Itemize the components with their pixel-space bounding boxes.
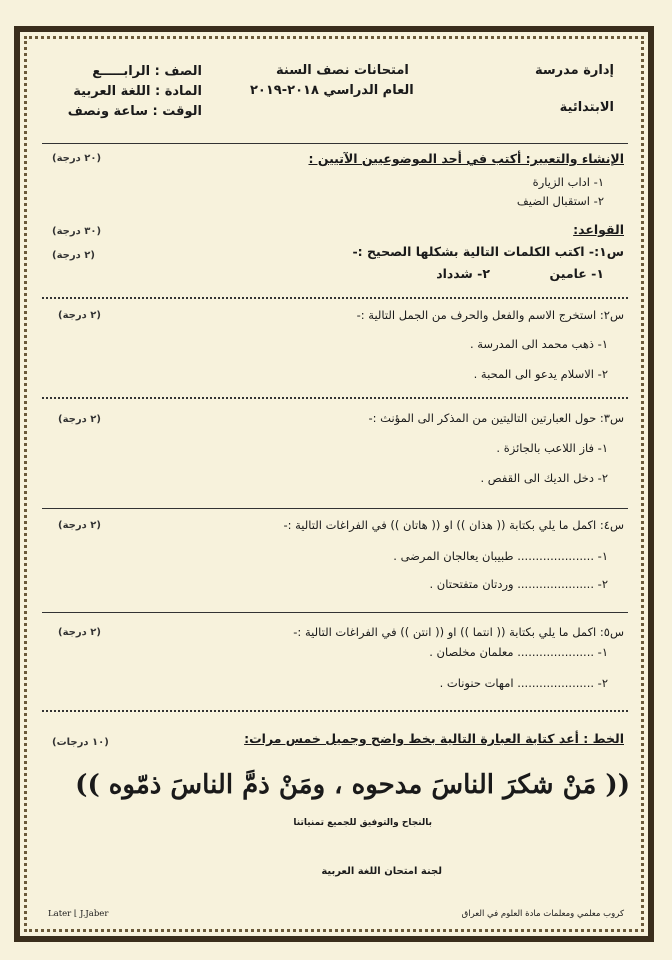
composition-item-2: ٢- استقبال الضيف [516, 194, 604, 208]
q3-item-1: ١- فاز اللاعب بالجائزة . [496, 441, 608, 455]
divider [42, 397, 628, 399]
school-type: الابتدائية [559, 100, 614, 115]
q3-item-2: ٢- دخل الديك الى القفص . [480, 471, 608, 485]
q2-text: س٢: استخرج الاسم والفعل والحرف من الجمل التالية :- [356, 308, 624, 322]
q3-text: س٣: حول العبارتين التاليتين من المذكر الى المؤنث :- [368, 411, 624, 425]
q5-item-1: ١- ..................... معلمان مخلصان . [429, 645, 608, 659]
q2-item-2: ٢- الاسلام يدعو الى المحبة . [473, 367, 608, 381]
group-name: كروب معلمي ومعلمات مادة العلوم في العراق [461, 909, 624, 919]
divider [42, 612, 628, 613]
credit-text: Later ⌊ J.Jaber [48, 909, 109, 919]
divider [42, 297, 628, 299]
q3-points: (٢ درجة) [58, 414, 101, 425]
divider [42, 710, 628, 712]
q2-points: (٢ درجة) [58, 310, 101, 321]
composition-title: الإنشاء والتعبير: أكتب في أحد الموضوعيين الآتيين : [308, 151, 624, 166]
q1-item-b: ٢- شدداد [436, 266, 490, 281]
composition-points: (٢٠ درجة) [52, 153, 102, 164]
q5-text: س٥: اكمل ما يلي بكتابة (( انتما )) او (( انتن )) في الفراغات التالية :- [293, 625, 624, 639]
divider [42, 508, 628, 509]
grade: الصف : الرابـــــع [92, 64, 202, 79]
calligraphy-points: (١٠ درجات) [52, 737, 109, 748]
exam-title: امتحانات نصف السنة [276, 63, 409, 78]
committee-signature: لجنة امتحان اللغة العربية [321, 866, 442, 877]
q4-item-2: ٢- ..................... وردتان متفتحتان . [429, 577, 608, 591]
school-year: العام الدراسي ٢٠١٨-٢٠١٩ [250, 83, 414, 98]
proverb-quote: (( مَنْ شكرَ الناسَ مدحوه ، ومَنْ ذمَّ الناسَ ذمّوه )) [75, 770, 630, 800]
q4-item-1: ١- ..................... طبيبان يعالجان المرضى . [393, 549, 608, 563]
q1-item-a: ١- عامين [549, 266, 604, 281]
calligraphy-title: الخط : أعد كتابة العبارة التالية بخط واضح وجميل خمس مرات: [244, 731, 624, 746]
exam-time: الوقت : ساعة ونصف [67, 104, 202, 119]
q1-text: س١:- اكتب الكلمات التالية بشكلها الصحيح :- [352, 244, 624, 259]
school-admin: إدارة مدرسة [535, 63, 614, 78]
q1-points: (٢ درجة) [52, 250, 95, 261]
subject: المادة : اللغة العربية [73, 84, 202, 99]
grammar-points: (٣٠ درجة) [52, 226, 102, 237]
q4-text: س٤: اكمل ما يلي بكتابة (( هذان )) او (( هاتان )) في الفراغات التالية :- [283, 518, 624, 532]
q5-points: (٢ درجة) [58, 627, 101, 638]
grammar-title: القواعد: [573, 222, 624, 237]
wishes-note: بالنجاح والتوفيق للجميع تمنياتنا [293, 818, 432, 828]
q2-item-1: ١- ذهب محمد الى المدرسة . [469, 337, 608, 351]
q5-item-2: ٢- ..................... امهات حنونات . [439, 676, 608, 690]
composition-item-1: ١- اداب الزيارة [532, 175, 604, 189]
divider [42, 143, 628, 144]
q4-points: (٢ درجة) [58, 520, 101, 531]
